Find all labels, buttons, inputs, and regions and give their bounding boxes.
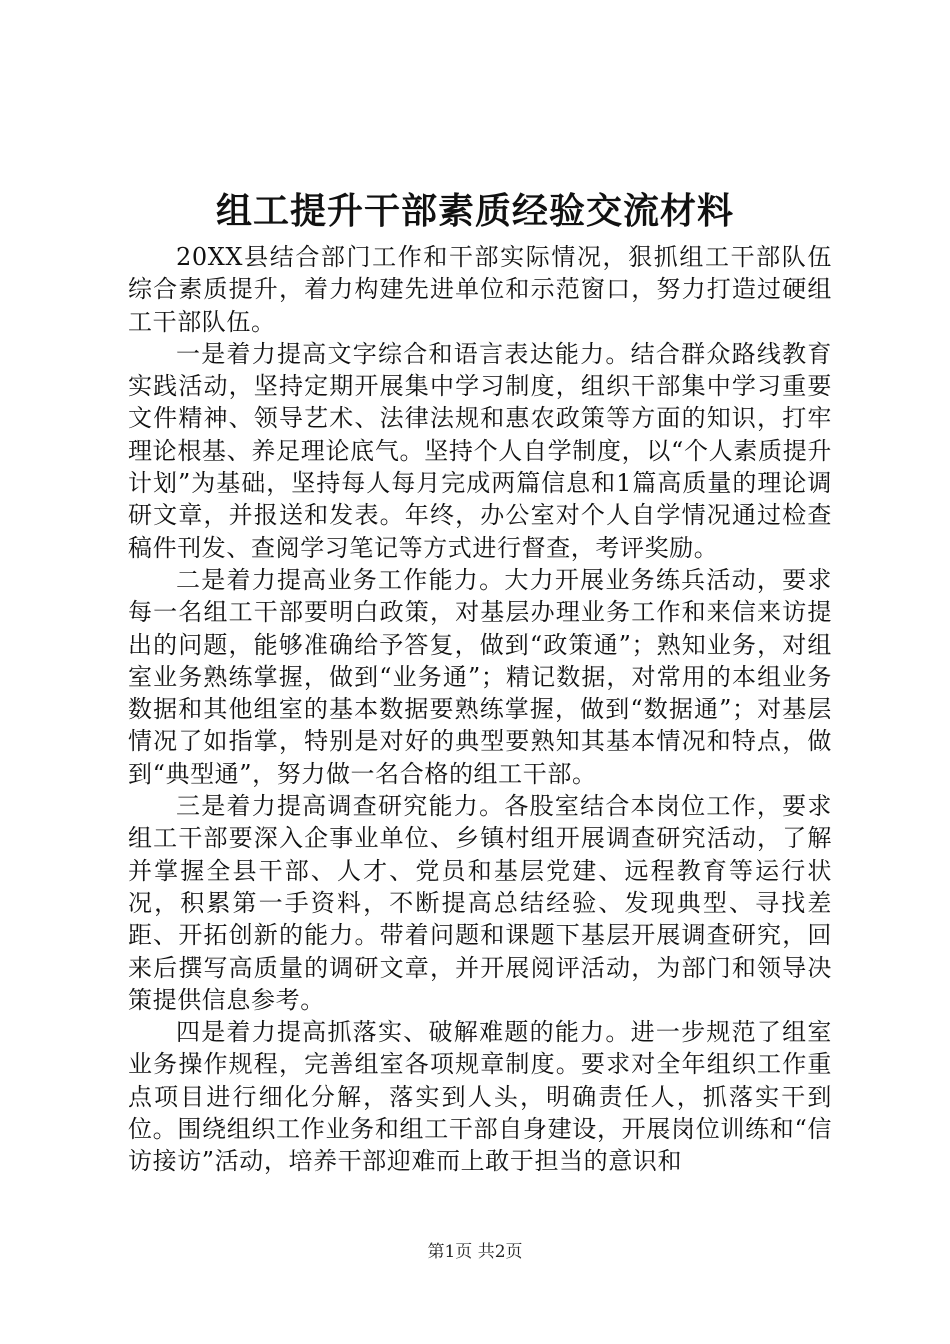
page-number-footer: 第1页 共2页 bbox=[427, 1242, 523, 1262]
paragraph-research-ability: 三是着力提高调查研究能力。各股室结合本岗位工作，要求组工干部要深入企事业单位、乡镇村组开展调查研究活动，了解并掌握全县干部、人才、党员和基层党建、远程教育等运行状况，积累第一手资料，不断提高总结经验、发现典型、寻找差距、开拓创新的能力。带着问题和课题下基层开展调查研究，回来后撰写高质量的调研文章，并开展阅评活动，为部门和领导决策提供信息参考。 bbox=[128, 792, 832, 1014]
paragraph-implementation-ability: 四是着力提高抓落实、破解难题的能力。进一步规范了组室业务操作规程，完善组室各项规章制度。要求对全年组织工作重点项目进行细化分解，落实到人头，明确责任人，抓落实干到位。围绕组织工作业务和组工干部自身建设，开展岗位训练和“信访接访”活动，培养干部迎难而上敢于担当的意识和 bbox=[128, 1018, 832, 1176]
document-body bbox=[128, 241, 832, 1178]
paragraph-business-ability: 二是着力提高业务工作能力。大力开展业务练兵活动，要求每一名组工干部要明白政策，对基层办理业务工作和来信来访提出的问题，能够准确给予答复，做到“政策通”；熟知业务，对组室业务熟练掌握，做到“业务通”；精记数据，对常用的本组业务数据和其他组室的基本数据要熟练掌握，做到“数据通”；对基层情况了如指掌，特别是对好的典型要熟知其基本情况和特点，做到“典型通”，努力做一名合格的组工干部。 bbox=[128, 565, 832, 788]
document-title: 组工提升干部素质经验交流材料 bbox=[215, 190, 734, 232]
paragraph-intro: 20XX县结合部门工作和干部实际情况，狠抓组工干部队伍综合素质提升，着力构建先进单位和示范窗口，努力打造过硬组工干部队伍。 bbox=[128, 243, 832, 336]
paragraph-writing-ability: 一是着力提高文字综合和语言表达能力。结合群众路线教育实践活动，坚持定期开展集中学习制度，组织干部集中学习重要文件精神、领导艺术、法律法规和惠农政策等方面的知识，打牢理论根基、养足理论底气。坚持个人自学制度，以“个人素质提升计划”为基础，坚持每人每月完成两篇信息和1篇高质量的理论调研文章，并报送和发表。年终，办公室对个人自学情况通过检查稿件刊发、查阅学习笔记等方式进行督查，考评奖励。 bbox=[128, 339, 832, 562]
